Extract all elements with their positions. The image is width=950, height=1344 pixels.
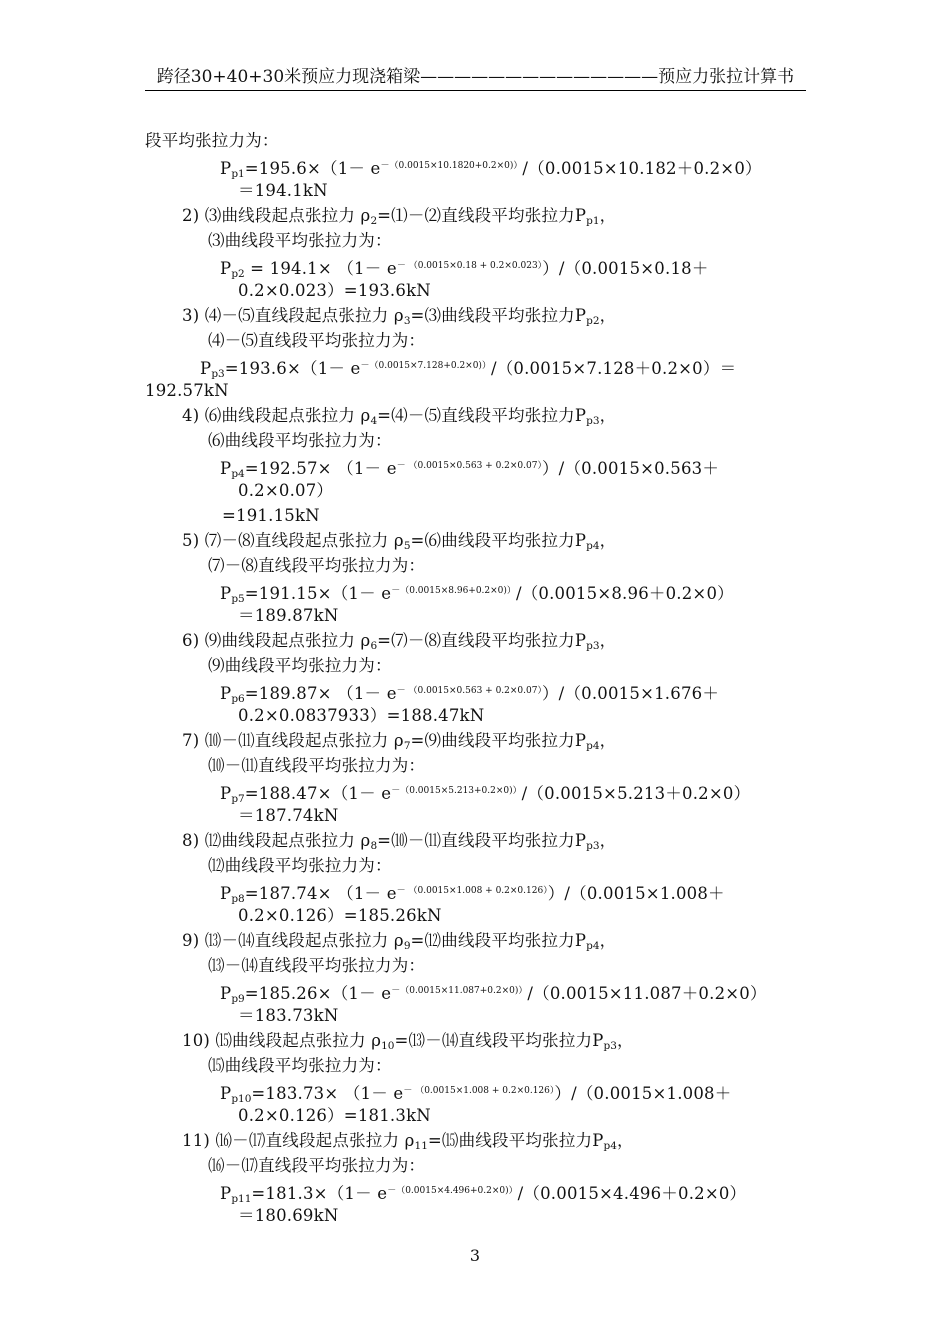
text-line [220,681,719,709]
text-line [238,806,338,826]
text-run: P [220,1184,232,1203]
page-header [145,66,806,91]
subscript: p5 [231,593,245,605]
text-run: 3) ⑷－⑸直线段起点张拉力 ρ [182,306,404,325]
text-run: ， [599,731,617,750]
text-run: 段平均张拉力为： [145,131,279,150]
text-run: =⑴－⑵直线段平均张拉力P [377,206,587,225]
subscript: p4 [586,740,600,752]
exponent: －（0.0015×7.128+0.2×0)） [360,361,491,371]
text-line [238,906,442,926]
text-line [208,556,425,576]
text-run: P [220,984,232,1003]
text-run: ， [599,931,617,950]
text-line [222,506,320,526]
text-run: ， [599,831,617,850]
subscript: p11 [231,1193,252,1205]
text-line [238,481,333,501]
text-run: P [220,684,232,703]
text-run: =195.6×（1－ e [244,159,381,178]
subscript: p2 [586,315,600,327]
text-run: /（0.0015×10.182＋0.2×0） [522,159,762,178]
exponent: －（0.0015×5.213+0.2×0)） [391,786,522,796]
text-run: /（0.0015×11.087＋0.2×0） [527,984,767,1003]
text-run: ， [599,531,617,550]
text-line [182,306,616,331]
text-run: 10) ⒂曲线段起点张拉力 ρ [182,1031,382,1050]
exponent: －（0.0015×8.96+0.2×0)） [391,586,516,596]
text-run: ， [599,406,617,425]
text-run: 0.2×0.126）=185.26kN [238,906,442,925]
text-line [208,856,392,876]
text-run: P [220,1084,232,1103]
exponent: － （0.0015×0.563 + 0.2×0.07） [396,686,542,696]
text-run: 0.2×0.0837933）=188.47kN [238,706,485,725]
subscript: p3 [603,1040,617,1052]
exponent: － （0.0015×0.563 + 0.2×0.07） [396,461,542,471]
text-line [220,881,725,909]
text-run: =181.3×（1－ e [251,1184,388,1203]
text-run: =189.87× （1－ e [244,684,397,703]
text-run: ＝189.87kN [238,606,339,625]
exponent: －（0.0015×11.087+0.2×0)） [391,986,528,996]
subscript: 9 [403,940,411,952]
text-run: ⑺－⑻直线段平均张拉力为： [208,556,426,575]
text-run: =188.47×（1－ e [244,784,392,803]
text-line [182,731,616,756]
text-line [238,1106,431,1126]
text-run: ， [599,206,617,225]
text-run: /（0.0015×8.96＋0.2×0） [515,584,734,603]
subscript: p8 [231,893,245,905]
text-line [208,331,425,351]
text-line [238,706,484,726]
text-run: /（0.0015×5.213＋0.2×0） [521,784,751,803]
subscript: p2 [231,268,245,280]
text-line [238,1006,338,1026]
text-run: P [220,459,232,478]
text-line [208,231,392,251]
text-line [208,656,392,676]
text-line [220,256,709,284]
text-run: 11) ⒃－⒄直线段起点张拉力 ρ [182,1131,415,1150]
text-run: =⑶曲线段平均张拉力P [410,306,587,325]
text-line [182,931,616,956]
text-run: ， [616,1131,634,1150]
text-line [238,281,431,301]
subscript: p9 [231,993,245,1005]
subscript: 8 [370,840,378,852]
subscript: p6 [231,693,245,705]
text-run: ）/（0.0015×1.676＋ [541,684,720,703]
header-title: 跨径30+40+30米预应力现浇箱梁——————————————预应力张拉计算书 [156,67,795,87]
text-line [238,181,328,201]
subscript: 2 [370,215,378,227]
subscript: p3 [211,368,225,380]
text-line [182,831,616,856]
text-line [182,1131,634,1156]
text-run: =⑷－⑸直线段平均张拉力P [377,406,587,425]
text-run: ⑿曲线段平均张拉力为： [208,856,392,875]
text-line [208,756,425,776]
text-run: 7) ⑽－⑾直线段起点张拉力 ρ [182,731,404,750]
text-run: /（0.0015×4.496＋0.2×0） [517,1184,747,1203]
text-run: ＝187.74kN [238,806,339,825]
text-run: ⒂曲线段平均张拉力为： [208,1056,392,1075]
subscript: p4 [586,940,600,952]
subscript: p3 [586,640,600,652]
exponent: － （0.0015×1.008 + 0.2×0.126） [403,1086,555,1096]
text-run: ⑶曲线段平均张拉力为： [208,231,392,250]
text-line [145,131,279,151]
text-run: =⑺－⑻直线段平均张拉力P [377,631,587,650]
text-run: 192.57kN [145,381,229,400]
text-line [182,206,616,231]
text-run: 5) ⑺－⑻直线段起点张拉力 ρ [182,531,404,550]
subscript: 11 [414,1140,428,1152]
text-run: =183.73× （1－ e [251,1084,404,1103]
text-line [182,531,616,556]
text-run: =185.26×（1－ e [244,984,392,1003]
text-run: ）/（0.0015×1.008＋ [547,884,725,903]
text-run: 0.2×0.07） [238,481,334,500]
text-line [220,156,762,184]
text-run: = 194.1× （1－ e [244,259,397,278]
text-run: ）/（0.0015×1.008＋ [554,1084,732,1103]
subscript: p3 [586,415,600,427]
text-run: P [220,784,232,803]
text-run: ＝180.69kN [238,1206,339,1225]
exponent: －（0.0015×10.1820+0.2×0)） [380,161,523,171]
text-run: ⒀－⒁直线段平均张拉力为： [208,956,426,975]
text-run: ⑹曲线段平均张拉力为： [208,431,392,450]
text-run: 9) ⒀－⒁直线段起点张拉力 ρ [182,931,404,950]
exponent: － （0.0015×0.18 + 0.2×0.023） [396,261,543,271]
text-line [220,981,767,1009]
text-run: P [220,259,232,278]
text-run: ⑽－⑾直线段平均张拉力为： [208,756,426,775]
text-line [220,581,734,609]
subscript: 4 [370,415,378,427]
text-line [220,1081,731,1109]
text-line [208,1156,425,1176]
text-run: ⑷－⑸直线段平均张拉力为： [208,331,426,350]
text-run: P [200,359,212,378]
text-line [182,406,616,431]
subscript: 7 [403,740,411,752]
subscript: p3 [586,840,600,852]
text-line [220,1181,746,1209]
page-number: 3 [469,1246,481,1265]
text-line [238,606,338,626]
text-run: ⒃－⒄直线段平均张拉力为： [208,1156,426,1175]
text-line [238,1206,338,1226]
text-line [208,431,392,451]
subscript: 5 [403,540,411,552]
text-line [145,381,229,401]
subscript: p7 [231,793,245,805]
text-run: 6) ⑼曲线段起点张拉力 ρ [182,631,371,650]
text-run: ⑼曲线段平均张拉力为： [208,656,392,675]
text-line [220,781,750,809]
subscript: 6 [370,640,378,652]
text-run: =⒀－⒁直线段平均张拉力P [394,1031,604,1050]
text-run: ＝183.73kN [238,1006,339,1025]
subscript: p4 [603,1140,617,1152]
subscript: p1 [586,215,600,227]
text-run: =⑿曲线段平均张拉力P [410,931,587,950]
text-run: =⑹曲线段平均张拉力P [410,531,587,550]
text-run: =191.15×（1－ e [244,584,392,603]
text-run: P [220,884,232,903]
text-run: =193.6×（1－ e [224,359,361,378]
text-run: 2) ⑶曲线段起点张拉力 ρ [182,206,371,225]
text-run: 0.2×0.126）=181.3kN [238,1106,431,1125]
text-run: ， [599,631,617,650]
text-run: ）/（0.0015×0.18＋ [542,259,709,278]
subscript: 10 [381,1040,395,1052]
text-run: ， [616,1031,634,1050]
text-run: =⑽－⑾直线段平均张拉力P [377,831,587,850]
text-line [200,356,736,384]
text-run: =192.57× （1－ e [244,459,397,478]
text-run: =⒂曲线段平均张拉力P [427,1131,604,1150]
text-line [208,956,425,976]
text-line [182,631,616,656]
text-run: P [220,159,232,178]
subscript: 3 [403,315,411,327]
text-run: 4) ⑹曲线段起点张拉力 ρ [182,406,371,425]
text-line [182,1031,634,1056]
exponent: － （0.0015×1.008 + 0.2×0.126） [396,886,548,896]
text-run: ， [599,306,617,325]
text-run: =187.74× （1－ e [244,884,397,903]
text-line [208,1056,392,1076]
text-run: ＝194.1kN [238,181,328,200]
text-run: =191.15kN [222,506,320,525]
subscript: p1 [231,168,245,180]
subscript: p4 [231,468,245,480]
text-line [220,456,719,484]
subscript: p10 [231,1093,252,1105]
text-run: 8) ⑿曲线段起点张拉力 ρ [182,831,371,850]
text-run: ）/（0.0015×0.563＋ [541,459,720,478]
text-run: P [220,584,232,603]
text-run: /（0.0015×7.128＋0.2×0）＝ [490,359,737,378]
subscript: p4 [586,540,600,552]
text-run: 0.2×0.023）=193.6kN [238,281,431,300]
exponent: －（0.0015×4.496+0.2×0)） [387,1186,518,1196]
text-run: =⑼曲线段平均张拉力P [410,731,587,750]
